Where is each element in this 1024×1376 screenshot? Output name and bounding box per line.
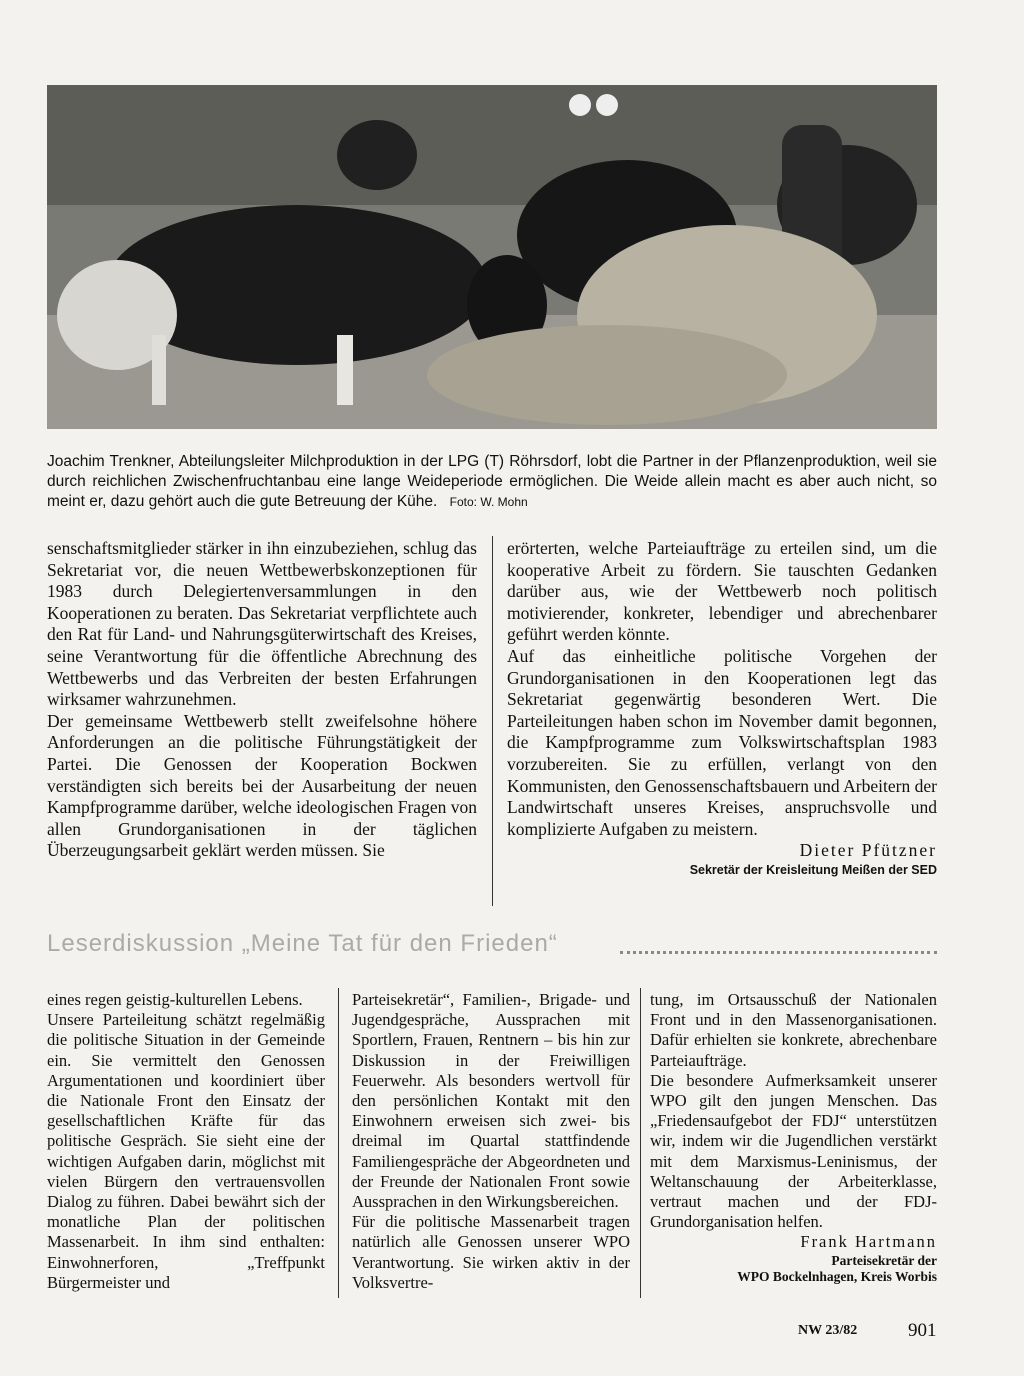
paragraph: Der gemeinsame Wettbewerb stellt zweifelsohne höhere Anforderungen an die politische Führungstätigkeit der Partei. Die Genossen der Kooperation Bockwen verständigten sich bereits bei der Ausarbeitung der neuen Kampfprogramme darüber, welche ideologischen Fragen von allen Grundorganisationen in der täglichen Überzeugungsarbeit geklärt werden müssen. Sie (47, 710, 477, 861)
article-column-right (507, 538, 937, 879)
paragraph: Parteisekretär“, Familien-, Brigade- und Jugendgespräche, Aussprachen mit Sportlern, Frauen, Rentnern – bis hin zur Diskussion in der Freiwilligen Feuerwehr. Als besonders wertvoll für den persönlichen Kontakt mit den Einwohnern erweisen sich zwei- bis dreimal im Quartal stattfindende Familiengespräche der Abgeordneten und der Freunde der Nationalen Front sowie Aussprachen in den Wirkungsbereichen. (352, 990, 630, 1212)
column-divider (338, 988, 339, 1298)
column-divider (492, 536, 493, 906)
paragraph: eines regen geistig-kulturellen Lebens. (47, 990, 303, 1009)
paragraph: Für die politische Massenarbeit tragen natürlich alle Genossen unserer WPO Verantwortung. Sie wirken aktiv in der Volksvertre- (352, 1212, 630, 1292)
caption-text: Joachim Trenkner, Abteilungsleiter Milchproduktion in der LPG (T) Röhrsdorf, lobt die Partner in der Pflanzenproduktion, weil sie durch reichlichen Zwischenfruchtanbau eine lange Weideperiode ermöglichen. Die Weide allein macht es aber auch nicht, so meint er, dazu gehört auch die gute Betreuung der Kühe. (47, 453, 937, 510)
discussion-column-2 (352, 990, 630, 1293)
paragraph: Unsere Parteileitung schätzt regelmäßig die politische Situation in der Gemeinde ein. Sie vermittelt den Genossen Argumentationen und koordiniert über die Nationale Front den Einsatz der gesellschaftlichen Kräfte für das politische Gespräch. Sie sieht eine der wichtigen Aufgaben darin, möglichst mit vielen Bürgern den vertrauensvollen Dialog zu führen. Dabei bewährt sich der monatliche Plan der politischen Massenarbeit. In ihm sind enthalten: Einwohnerforen, „Treffpunkt Bürgermeister und (47, 1010, 325, 1292)
paragraph: erörterten, welche Parteiaufträge zu erteilen sind, um die kooperative Arbeit zu fördern. Sie tauschten Gedanken darüber aus, wie der Wettbewerb noch politisch motivierender, konkreter, lebendiger und abrechenbarer geführt werden könnte. (507, 538, 937, 645)
paragraph: Auf das einheitliche politische Vorgehen der Grundorganisationen in den Kooperationen legt das Sekretariat gegenwärtig besonderen Wert. Die Parteileitungen haben schon im November damit begonnen, die Kampfprogramme zum Volkswirtschaftsplan 1983 vorzubereiten. Sie zu erfüllen, verlangt von den Kommunisten, den Genossenschaftsbauern und Arbeitern der Landwirtschaft unseres Kreises, anspruchsvolle und komplizierte Aufgaben zu meistern. (507, 645, 937, 839)
author-role: Sekretär der Kreisleitung Meißen der SED (689, 862, 937, 877)
photo-caption (47, 452, 937, 512)
cows-feeding-photo (47, 85, 937, 429)
article-column-left (47, 538, 477, 862)
author-role: WPO Bockelnhagen, Kreis Worbis (737, 1268, 937, 1284)
heading-rule (620, 951, 937, 954)
paragraph: Die besondere Aufmerksamkeit unserer WPO gilt den jungen Menschen. Das „Friedensaufgebot der FDJ“ unterstützen wir, indem wir die Jugendlichen verstärkt mit dem Marxismus-Leninismus, der Weltanschauung der Arbeiterklasse, vertraut machen und der FDJ-Grundorganisation helfen. (650, 1070, 937, 1232)
column-divider (640, 988, 641, 1298)
photo-credit: Foto: W. Mohn (449, 495, 528, 509)
paragraph: tung, im Ortsausschuß der Nationalen Front und in den Massenorganisationen. Dafür erhielten sie konkrete, abrechenbare Parteiaufträge. (650, 990, 937, 1070)
discussion-column-3 (650, 990, 937, 1285)
paragraph: senschaftsmitglieder stärker in ihn einzubeziehen, schlug das Sekretariat vor, die neuen Wettbewerbskonzeptionen für 1983 durch Delegiertenversammlungen in den Kooperationen zu beraten. Das Sekretariat verpflichtete auch den Rat für Land- und Nahrungsgüterwirtschaft des Kreises, seine Verantwortung für die öffentliche Abrechnung des Wettbewerbs und das Verbreiten der besten Erfahrungen wirksamer wahrzunehmen. (47, 538, 477, 710)
author-signature: Frank Hartmann (800, 1232, 937, 1252)
author-role: Parteisekretär der (831, 1252, 937, 1268)
author-signature: Dieter Pfützner (799, 840, 937, 861)
page-number: 901 (908, 1320, 937, 1341)
issue-number: NW 23/82 (798, 1323, 858, 1338)
section-heading: Leserdiskussion „Meine Tat für den Frieden“ (47, 930, 558, 957)
photo-cows-feeding-icon (47, 85, 937, 429)
discussion-column-1 (47, 990, 325, 1293)
